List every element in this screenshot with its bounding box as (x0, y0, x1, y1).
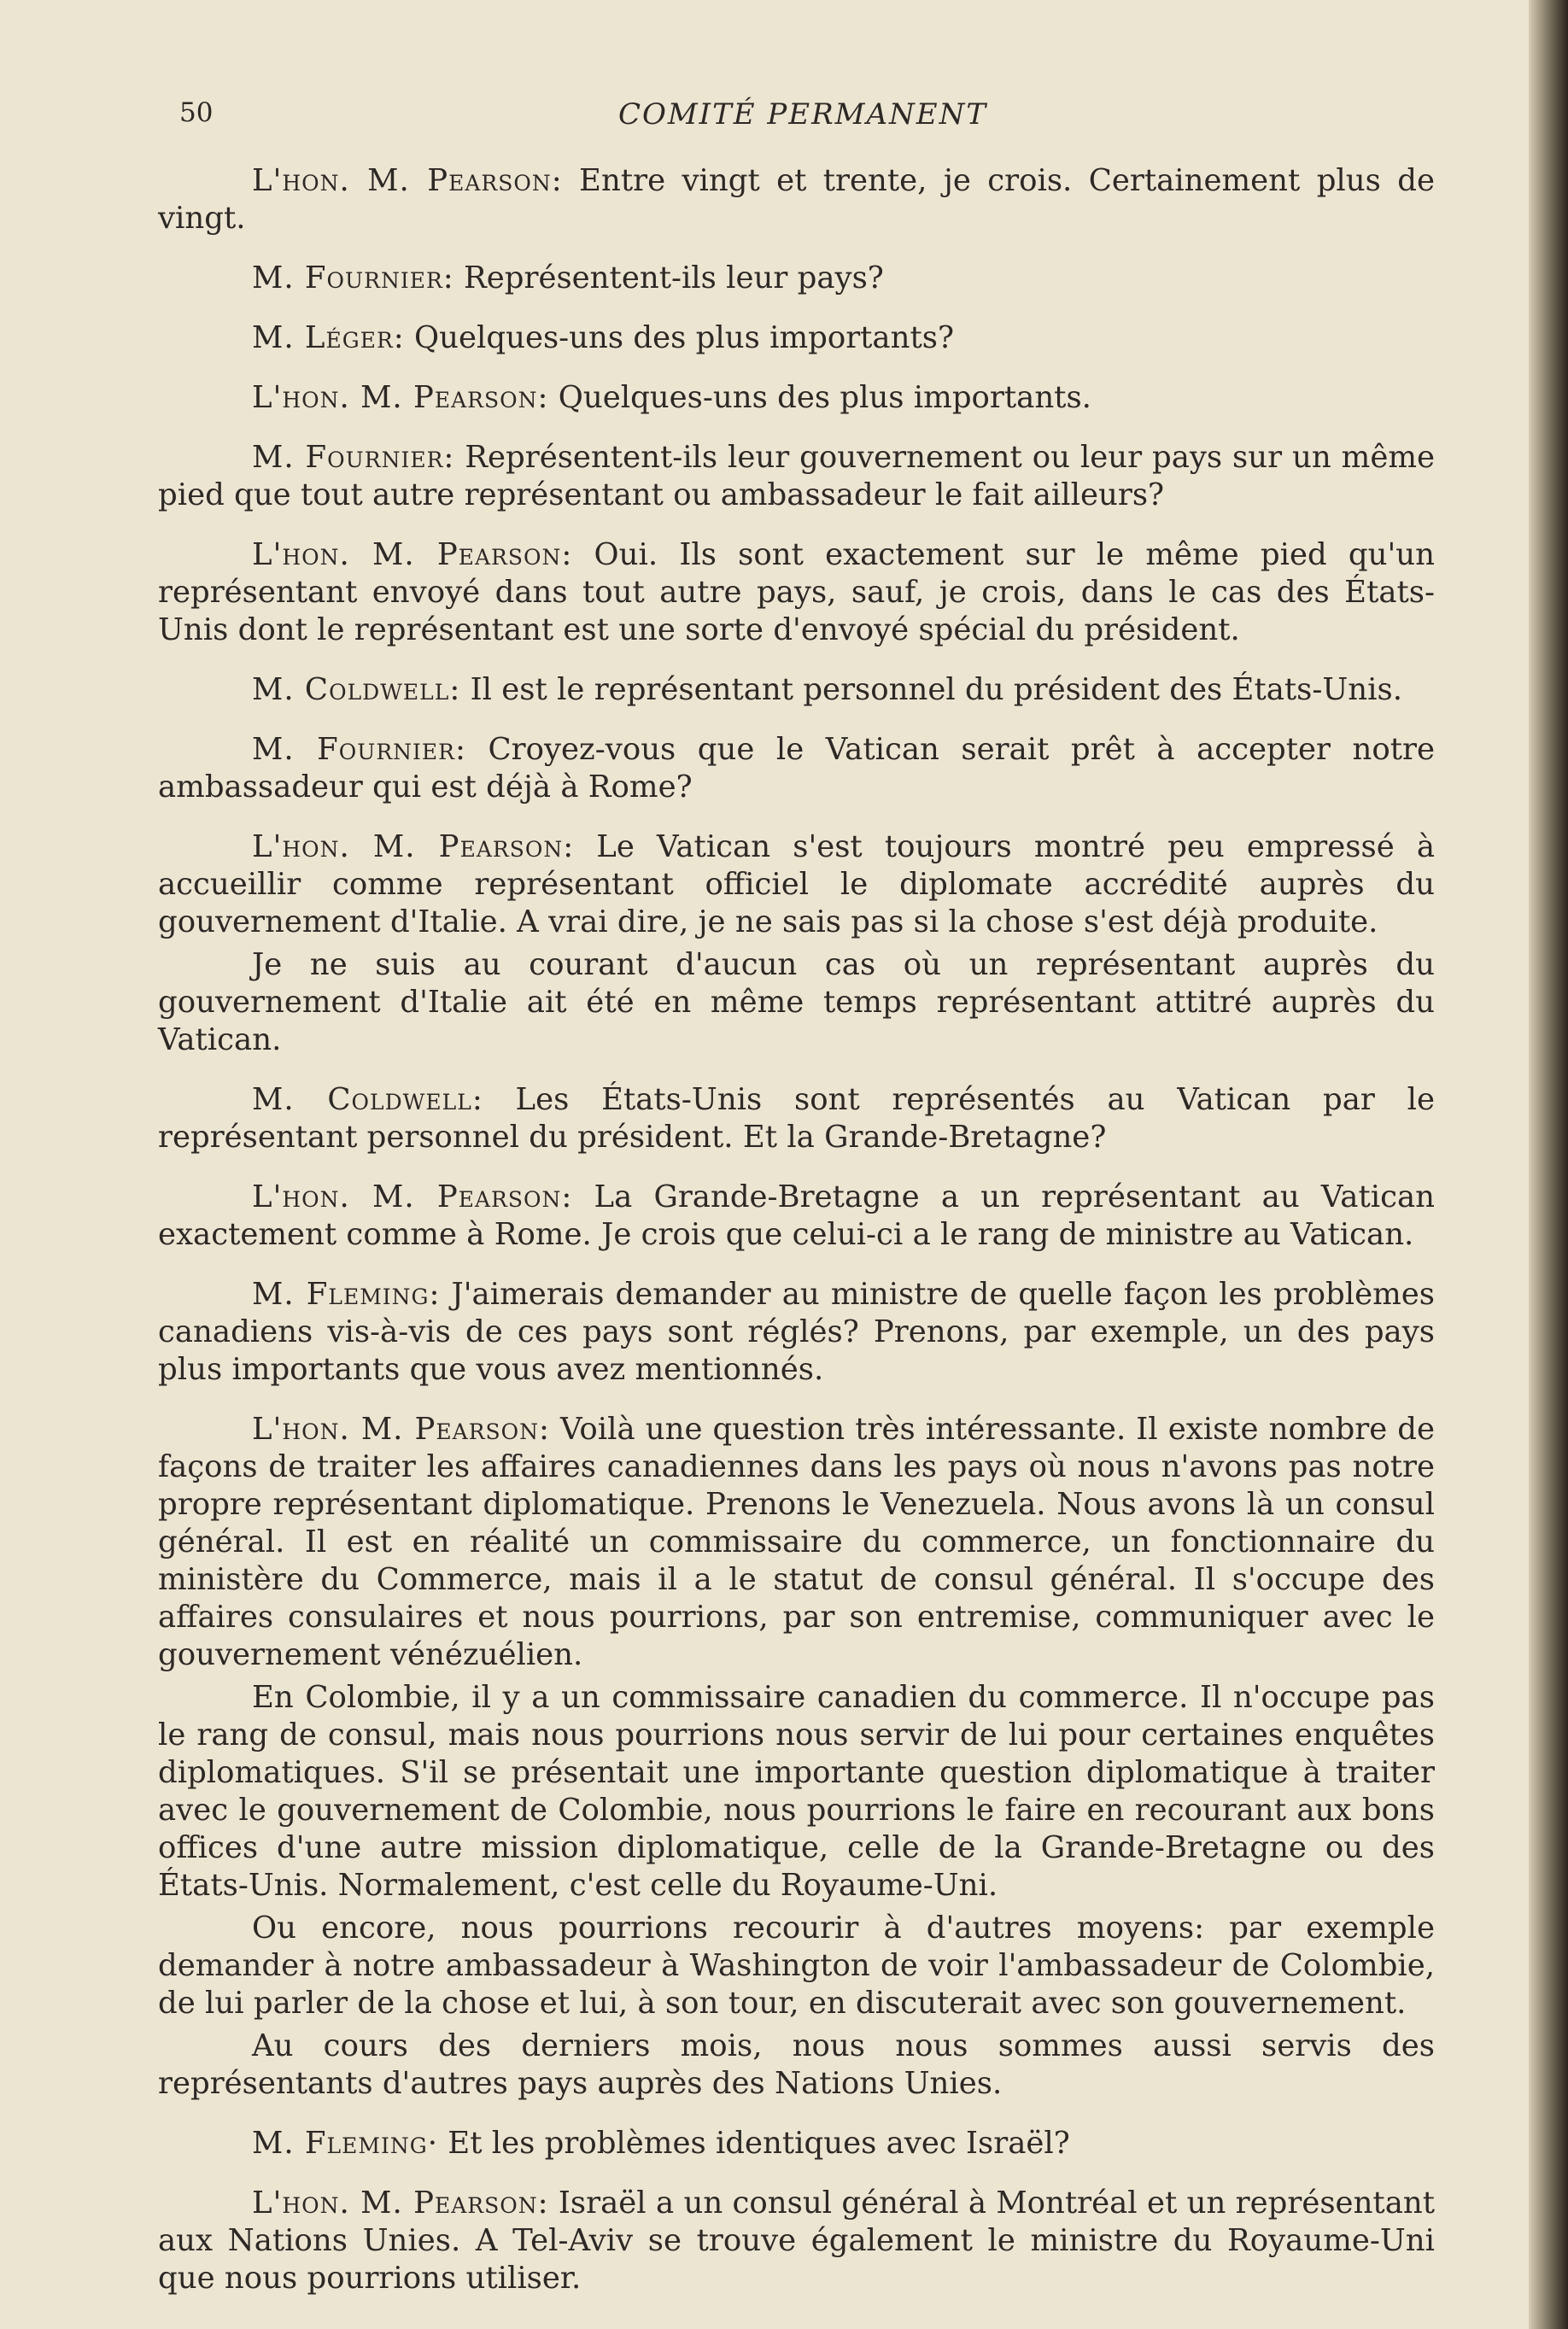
page-number: 50 (179, 97, 214, 128)
paragraph (158, 1276, 1435, 1389)
transcript-body (158, 162, 1435, 2320)
speech-text: Israël a un consul général à Montréal et un représentant aux Nations Unies. A Tel-Aviv se trouve également le ministre du Royaume-Uni que nous pourrions utiliser. (158, 2186, 1435, 2296)
speech-text: En Colombie, il y a un commissaire canadien du commerce. Il n'occupe pas le rang de consul, mais nous pourrions nous servir de lui pour certaines enquêtes diplomatiques. S'il se présentait une importante question diplomatique à traiter avec le gouvernement de Colombie, nous pourrions le faire en recourant aux bons offices d'une autre mission diplomatique, celle de la Grande-Bretagne ou des États-Unis. Normalement, c'est celle du Royaume-Uni. (158, 1680, 1435, 1903)
speaker-name: L'hon. M. Pearson: (252, 380, 549, 415)
paragraph (158, 1411, 1435, 1674)
speech-text: J'aimerais demander au ministre de quelle façon les problèmes canadiens vis-à-vis de ces pays sont réglés? Prenons, par exemple, un des pays plus importants que vous avez mentionnés. (158, 1277, 1435, 1387)
speaker-name: M. Coldwell: (252, 672, 461, 707)
speech-text: Croyez-vous que le Vatican serait prêt à accepter notre ambassadeur qui est déjà à Rome? (158, 732, 1435, 805)
paragraph (158, 2028, 1435, 2103)
paragraph (158, 379, 1435, 417)
speech-text: Représentent-ils leur pays? (453, 260, 884, 296)
speech-text: Représentent-ils leur gouvernement ou leur pays sur un même pied que tout autre représentant ou ambassadeur le fait ailleurs? (158, 440, 1435, 512)
speech-text: Oui. Ils sont exactement sur le même pied qu'un représentant envoyé dans tout autre pays, sauf, je crois, dans le cas des États-Unis dont le représentant est une sorte d'envoyé spécial du président. (158, 537, 1435, 647)
speech-text: Le Vatican s'est toujours montré peu empressé à accueillir comme représentant officiel le diplomate accrédité auprès du gouvernement d'Italie. A vrai dire, je ne sais pas si la chose s'est déjà produite. (158, 829, 1436, 939)
speech-text: Et les problèmes identiques avec Israël? (438, 2126, 1070, 2161)
speaker-name: M. Fleming: (252, 1277, 441, 1312)
speech-text: Je ne suis au courant d'aucun cas où un représentant auprès du gouvernement d'Italie ait été en même temps représentant attitré auprès du Vatican. (158, 947, 1435, 1057)
paragraph (158, 536, 1435, 649)
speech-text: Ou encore, nous pourrions recourir à d'autres moyens: par exemple demander à notre ambassadeur à Washington de voir l'ambassadeur de Colombie, de lui parler de la chose et lui, à son tour, en discuterait avec son gouvernement. (158, 1911, 1435, 2021)
paragraph (158, 731, 1435, 806)
speech-text: Voilà une question très intéressante. Il existe nombre de façons de traiter les affaires canadiennes dans les pays où nous n'avons pas notre propre représentant diplomatique. Prenons le Venezuela. Nous avons là un consul général. Il est en réalité un commissaire du commerce, un fonctionnaire du ministère du Commerce, mais il a le statut de consul général. Il s'occupe des affaires consulaires et nous pourrions, par son entremise, communiquer avec le gouvernement vénézuélien. (158, 1412, 1436, 1672)
paragraph (158, 1179, 1435, 1254)
paragraph (158, 439, 1435, 514)
paragraph (158, 2125, 1435, 2162)
speaker-name: L'hon. M. Pearson: (252, 537, 573, 572)
speech-text: Il est le représentant personnel du président des États-Unis. (460, 672, 1402, 707)
speaker-name: L'hon. M. Pearson: (252, 163, 563, 198)
speaker-name: M. Fournier: (252, 260, 454, 296)
speech-text: Quelques-uns des plus importants? (404, 320, 954, 355)
speaker-name: L'hon. M. Pearson: (252, 1412, 550, 1447)
speech-text: Les États-Unis sont représentés au Vatican par le représentant personnel du président. Et la Grande-Bretagne? (158, 1082, 1435, 1155)
paragraph (158, 946, 1435, 1059)
paragraph (158, 319, 1435, 357)
paragraph (158, 1081, 1435, 1156)
speaker-name: L'hon. M. Pearson: (252, 1179, 573, 1214)
speaker-name: L'hon. M. Pearson: (252, 829, 575, 864)
running-head: COMITÉ PERMANENT (617, 97, 988, 132)
speaker-name: L'hon. M. Pearson: (252, 2186, 549, 2221)
paragraph (158, 671, 1435, 709)
speech-text: Quelques-uns des plus importants. (548, 380, 1091, 415)
speech-text: La Grande-Bretagne a un représentant au Vatican exactement comme à Rome. Je crois que celui-ci a le rang de ministre au Vatican. (158, 1179, 1435, 1252)
speaker-name: M. Fournier: (252, 440, 455, 475)
paragraph (158, 2185, 1435, 2297)
paragraph (158, 1910, 1435, 2022)
paragraph (158, 260, 1435, 297)
speech-text: Au cours des derniers mois, nous nous sommes aussi servis des représentants d'autres pays auprès des Nations Unies. (158, 2028, 1435, 2101)
speaker-name: M. Coldwell: (252, 1082, 483, 1117)
speaker-name: M. Fournier: (252, 732, 466, 767)
speech-text: Entre vingt et trente, je crois. Certainement plus de vingt. (158, 163, 1435, 236)
page-header (179, 92, 1426, 135)
paragraph (158, 828, 1435, 941)
speaker-name: M. Léger: (252, 320, 405, 355)
speaker-name: M. Fleming· (252, 2126, 439, 2161)
paragraph (158, 162, 1435, 237)
paragraph (158, 1679, 1435, 1905)
book-binding-edge (1529, 0, 1568, 2329)
